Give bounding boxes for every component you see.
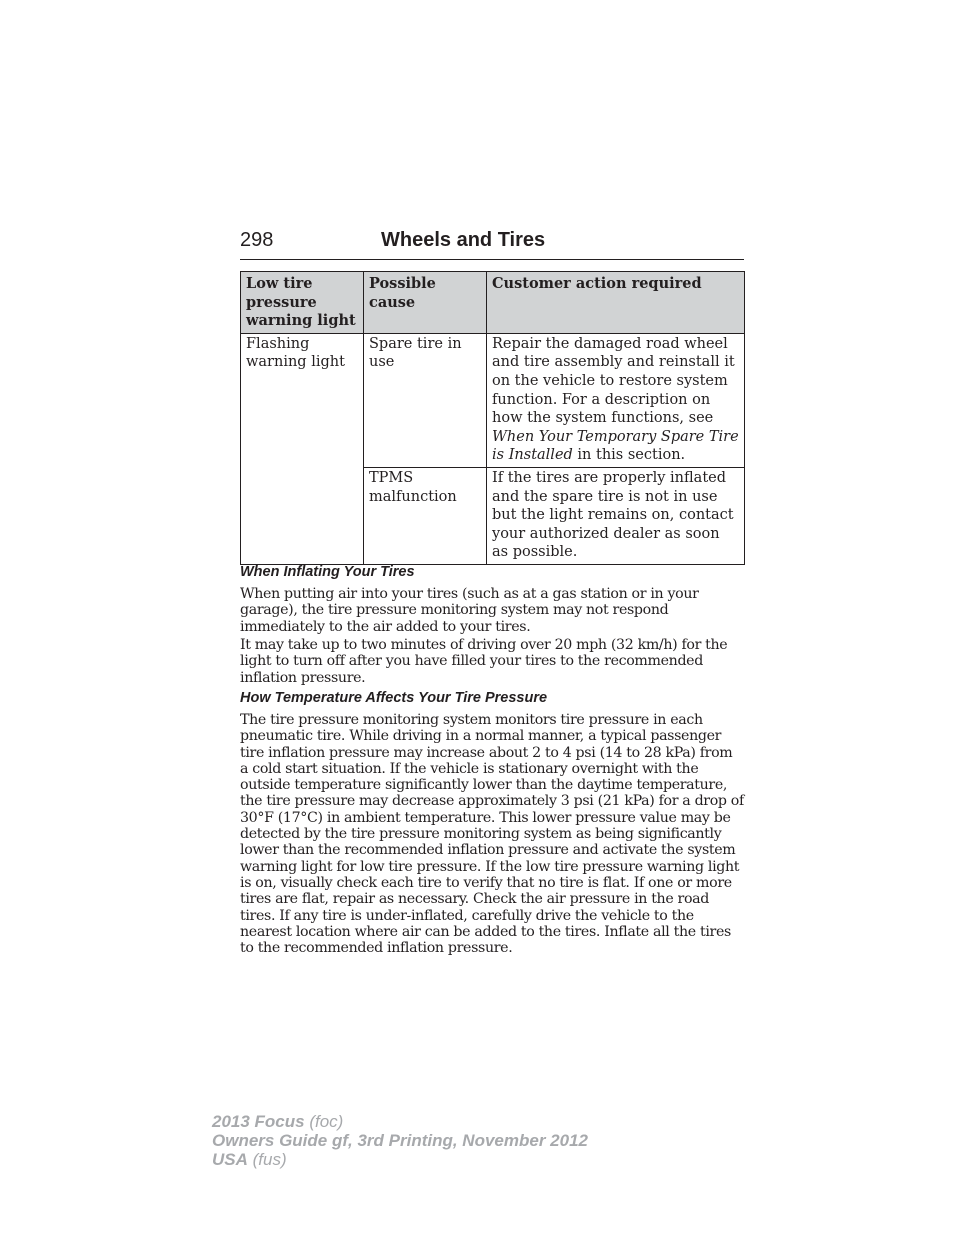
action-cell: [487, 333, 745, 467]
body-paragraph: When putting air into your tires (such as at a gas station or in your garage), the tire pressure monitoring system may not respond immediately to the air added to your tires.: [240, 586, 699, 635]
table-header-row: [241, 272, 745, 334]
footer-market-code: (fus): [252, 1150, 287, 1169]
warning-light-cell: Flashing warning light: [241, 333, 364, 564]
cause-cell: Spare tire in use: [364, 333, 487, 467]
page-number: 298: [240, 229, 274, 251]
section-heading: How Temperature Affects Your Tire Pressure: [240, 690, 548, 706]
action-cell: If the tires are properly inflated and the spare tire is not in use but the light remains on, contact your authorized dealer as soon as possible.: [487, 467, 745, 564]
page-footer: [212, 1112, 588, 1169]
chapter-title: Wheels and Tires: [381, 229, 546, 251]
action-text: Repair the damaged road wheel and tire assembly and reinstall it on the vehicle to restore system function. For a description on how the system functions, see: [492, 335, 735, 427]
footer-guide: Owners Guide gf, 3rd Printing, November 2012: [212, 1131, 588, 1150]
table-row: [241, 333, 745, 467]
column-header-warning-light: Low tire pressure warning light: [241, 272, 364, 334]
action-text-end: in this section.: [572, 447, 686, 464]
page-header: [240, 229, 744, 260]
footer-model: 2013 Focus: [212, 1112, 305, 1131]
column-header-possible-cause: Possible cause: [364, 272, 487, 334]
body-paragraph: It may take up to two minutes of driving over 20 mph (32 km/h) for the light to turn off after you have filled your tires to the recommended inflation pressure.: [240, 637, 728, 686]
cause-cell: TPMS malfunction: [364, 467, 487, 564]
footer-model-code: (foc): [309, 1112, 344, 1131]
section-heading: When Inflating Your Tires: [240, 564, 415, 580]
warning-light-table: [240, 271, 745, 565]
cross-reference: When Your Temporary Spare Tire is Installed: [492, 428, 739, 464]
column-header-customer-action: Customer action required: [487, 272, 745, 334]
body-paragraph: The tire pressure monitoring system monitors tire pressure in each pneumatic tire. While driving in a normal manner, a typical passenger tire inflation pressure may increase about 2 to 4 psi (14 to 28 kPa) from a cold start situation. If the vehicle is stationary overnight with the outside temperature significantly lower than the daytime temperature, the tire pressure may decrease approximately 3 psi (21 kPa) for a drop of 30°F (17°C) in ambient temperature. This lower pressure value may be detected by the tire pressure monitoring system as being significantly lower than the recommended inflation pressure and activate the system warning light for low tire pressure. If the low tire pressure warning light is on, visually check each tire to verify that no tire is flat. If one or more tires are flat, repair as necessary. Check the air pressure in the road tires. If any tire is under-inflated, carefully drive the vehicle to the nearest location where air can be added to the tires. Inflate all the tires to the recommended inflation pressure.: [240, 712, 744, 957]
footer-market: USA: [212, 1150, 248, 1169]
